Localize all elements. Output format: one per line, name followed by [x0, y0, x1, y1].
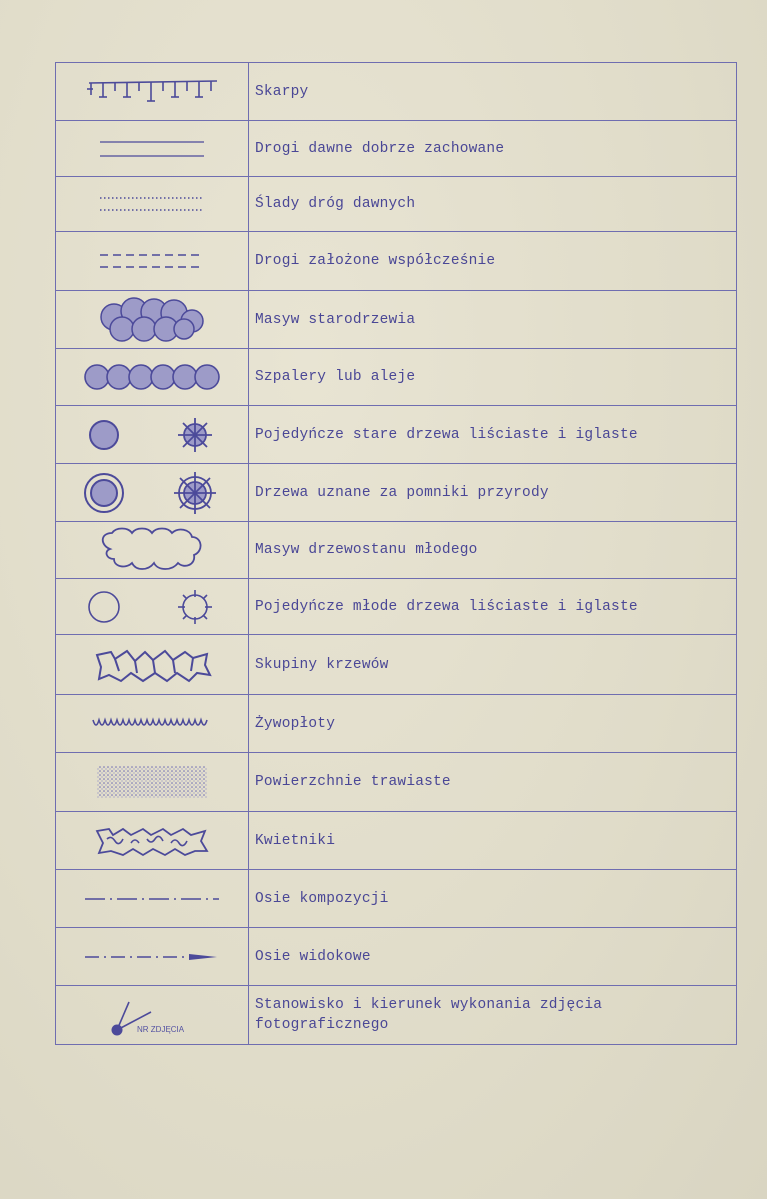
legend-symbol-cell [56, 406, 249, 464]
legend-label: Masyw starodrzewia [249, 291, 737, 349]
legend-label: Drogi dawne dobrze zachowane [249, 121, 737, 177]
legend-label: Powierzchnie trawiaste [249, 753, 737, 812]
legend-symbol-cell [56, 986, 249, 1045]
legend-row [56, 812, 737, 870]
legend-symbol-cell [56, 177, 249, 232]
composition-axis-icon [77, 891, 227, 907]
legend-symbol-cell [56, 349, 249, 406]
legend-row [56, 579, 737, 635]
legend-label: Pojedyńcze stare drzewa liściaste i iglaste [249, 406, 737, 464]
legend-label: Pojedyńcze młode drzewa liściaste i iglaste [249, 579, 737, 635]
legend-symbol-cell [56, 695, 249, 753]
legend-label: Stanowisko i kierunek wykonania zdjęcia fotograficznego [249, 986, 737, 1045]
shrub-group-icon [87, 643, 217, 687]
photo-number-text: NR ZDJĘCIA [137, 1025, 185, 1034]
dashed-road-icon [92, 249, 212, 273]
double-line-road-icon [92, 137, 212, 161]
dotted-road-icon [92, 192, 212, 216]
old-tree-mass-icon [92, 295, 212, 345]
legend-row [56, 753, 737, 812]
map-legend-table [55, 62, 737, 1045]
grass-area-icon [87, 762, 217, 802]
legend-label: Osie widokowe [249, 928, 737, 986]
legend-row [56, 406, 737, 464]
legend-label: Drzewa uznane za pomniki przyrody [249, 464, 737, 522]
legend-label: Osie kompozycji [249, 870, 737, 928]
legend-row [56, 928, 737, 986]
legend-row [56, 522, 737, 579]
nature-monument-trees-icon [77, 468, 227, 518]
hedge-icon [87, 714, 217, 734]
single-old-trees-icon [77, 413, 227, 457]
legend-symbol-cell [56, 121, 249, 177]
legend-label: Kwietniki [249, 812, 737, 870]
legend-row [56, 349, 737, 406]
legend-row [56, 464, 737, 522]
photo-position-icon [77, 990, 227, 1040]
legend-symbol-cell [56, 928, 249, 986]
legend-label: Drogi założone współcześnie [249, 232, 737, 291]
legend-row [56, 695, 737, 753]
legend-row [56, 121, 737, 177]
legend-row [56, 232, 737, 291]
legend-symbol-cell [56, 522, 249, 579]
legend-row [56, 177, 737, 232]
legend-symbol-cell [56, 232, 249, 291]
legend-row [56, 986, 737, 1045]
legend-row [56, 870, 737, 928]
tree-row-icon [77, 360, 227, 394]
escarpment-icon [77, 77, 227, 107]
legend-row [56, 635, 737, 695]
legend-symbol-cell [56, 870, 249, 928]
legend-row [56, 291, 737, 349]
young-stand-mass-icon [92, 525, 212, 575]
legend-label: Masyw drzewostanu młodego [249, 522, 737, 579]
legend-symbol-cell [56, 635, 249, 695]
legend-symbol-cell [56, 464, 249, 522]
legend-symbol-cell [56, 812, 249, 870]
legend-symbol-cell [56, 579, 249, 635]
legend-label: Żywopłoty [249, 695, 737, 753]
legend-symbol-cell [56, 753, 249, 812]
legend-label: Szpalery lub aleje [249, 349, 737, 406]
view-axis-icon [77, 949, 227, 965]
legend-label: Ślady dróg dawnych [249, 177, 737, 232]
legend-symbol-cell [56, 291, 249, 349]
legend-row [56, 63, 737, 121]
flower-bed-icon [87, 821, 217, 861]
single-young-trees-icon [77, 585, 227, 629]
legend-label: Skarpy [249, 63, 737, 121]
legend-symbol-cell [56, 63, 249, 121]
legend-label: Skupiny krzewów [249, 635, 737, 695]
